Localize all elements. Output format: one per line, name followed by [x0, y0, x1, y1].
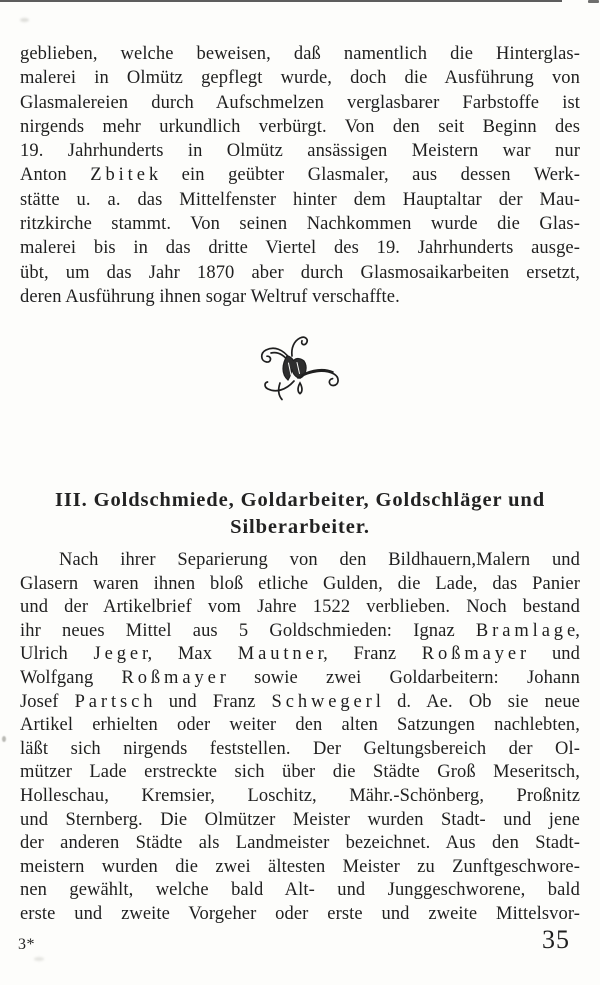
text-line: Holleschau, Kremsier, Loschitz, Mähr.-Schönberg, Proßnitz — [20, 785, 580, 806]
scan-smudge — [2, 736, 6, 742]
text-line: Glasern waren ihnen bloß etliche Gulden, die Lade, das Panier — [20, 573, 580, 594]
scan-smudge — [20, 18, 29, 22]
text-line: malerei bis in das dritte Viertel des 19. Jahrhunderts ausge- — [20, 238, 580, 259]
text-line: ihr neues Mittel aus 5 Goldschmieden: Ignaz B r a m l a g e, — [20, 620, 580, 641]
text-line: läßt sich nirgends feststellen. Der Geltungsbereich der Ol- — [20, 738, 580, 759]
text-line: 19. Jahrhunderts in Olmütz ansässigen Meistern war nur — [20, 141, 580, 162]
text-line: übt, um das Jahr 1870 aber durch Glasmosaikarbeiten ersetzt, — [20, 262, 580, 283]
text-line: Artikel erhielten oder weiter den alten Satzungen nachlebten, — [20, 715, 580, 736]
text-line: meistern wurden die zwei ältesten Meister zu Zunftgeschwore- — [20, 856, 580, 877]
signature-mark: 3* — [18, 936, 35, 953]
text-line: Glasmalereien durch Aufschmelzen verglasbarer Farbstoffe ist — [20, 92, 580, 113]
text-line: ritzkirche stammt. Von seinen Nachkommen wurde die Glas- — [20, 214, 580, 235]
text-line: deren Ausführung ihnen sogar Weltruf verschaffte. — [20, 286, 400, 307]
text-line: Wolfgang R o ß m a y e r sowie zwei Goldarbeitern: Johann — [20, 667, 580, 688]
text-line: nen gewählt, welche bald Alt- und Junggeschworene, bald — [20, 880, 580, 901]
text-line: und Sternberg. Die Olmützer Meister wurden Stadt- und jene — [20, 809, 580, 830]
paragraph-glasmalerei — [20, 42, 580, 309]
scan-smudge — [34, 957, 44, 961]
text-line: Nach ihrer Separierung von den Bildhauern,Malern und — [59, 550, 580, 570]
text-line: Anton Z b i t e k ein geübter Glasmaler, aus dessen Werk- — [20, 165, 580, 186]
page-number: 35 — [542, 925, 570, 954]
fleuron-ornament-icon — [250, 332, 350, 404]
text-line: der anderen Städte als Landmeister bezeichnet. Aus den Stadt- — [20, 833, 580, 854]
scan-top-edge-speck — [588, 0, 599, 3]
text-line: malerei in Olmütz gepflegt wurde, doch die Ausführung von — [20, 68, 580, 89]
paragraph-goldschmiede — [20, 549, 580, 927]
text-line: mützer Lade erstreckte sich über die Städte Groß Meseritsch, — [20, 762, 580, 783]
text-line: Josef P a r t s c h und Franz S c h w e g e r l d. Ae. Ob sie neue — [20, 691, 580, 712]
text-line: erste und zweite Vorgeher oder erste und zweite Mittelsvor- — [20, 903, 580, 924]
chapter-heading — [0, 487, 600, 540]
text-line: stätte u. a. das Mittelfenster hinter dem Hauptaltar der Mau- — [20, 189, 580, 210]
scan-top-edge-line — [0, 0, 562, 2]
text-line: geblieben, welche beweisen, daß namentlich die Hinterglas- — [20, 44, 580, 64]
heading-line: III. Goldschmiede, Goldarbeiter, Goldschläger und — [54, 489, 546, 511]
text-line: und der Artikelbrief vom Jahre 1522 verblieben. Noch bestand — [20, 597, 580, 618]
heading-line: Silberarbeiter. — [230, 515, 370, 538]
text-line: nirgends mehr urkundlich verbürgt. Von den seit Beginn des — [20, 116, 580, 137]
text-line: Ulrich J e g e r, Max M a u t n e r, Franz R o ß m a y e r und — [20, 644, 580, 665]
